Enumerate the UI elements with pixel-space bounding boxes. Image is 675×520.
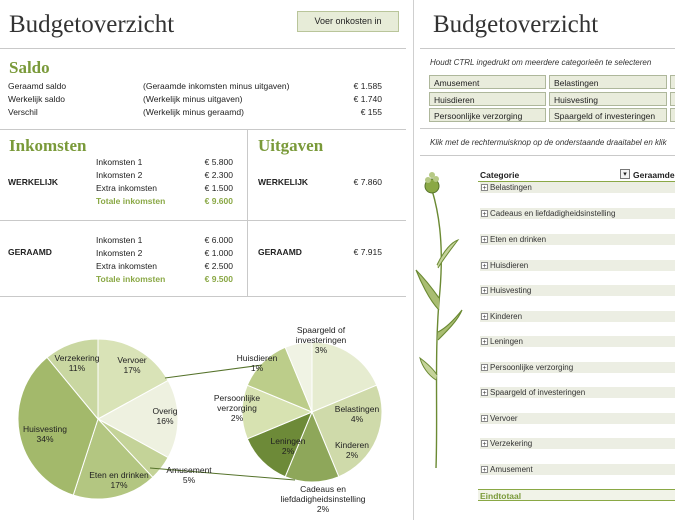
slice-label-cadeaus: Cadeaus en liefdadigheidsinstelling 2%: [280, 484, 366, 514]
estimated-income-label: GERAAMD: [8, 247, 52, 257]
income-row-value: € 2.300: [204, 170, 233, 180]
slicer-item-overflow[interactable]: [670, 75, 675, 89]
pivot-row[interactable]: + Amusement: [480, 464, 675, 475]
expand-icon[interactable]: +: [482, 211, 487, 219]
expand-icon[interactable]: +: [482, 185, 487, 193]
pivot-row[interactable]: + Vervoer: [480, 413, 675, 424]
income-row-label: Extra inkomsten: [96, 183, 157, 193]
pivot-row[interactable]: + Huisvesting: [480, 285, 675, 296]
slicer-item-amusement[interactable]: Amusement: [429, 75, 546, 89]
pivot-row[interactable]: + Spaargeld of investeringen: [480, 387, 675, 398]
pivot-column-category: Categorie: [480, 170, 520, 180]
slice-label-verzorging: Persoonlijke verzorging 2%: [213, 393, 261, 423]
income-row-value: € 1.000: [204, 248, 233, 258]
slice-label-amusement: Amusement 5%: [166, 465, 212, 485]
expand-icon[interactable]: +: [482, 237, 487, 245]
income-heading: Inkomsten: [9, 136, 87, 155]
slice-label-overig: Overig 16%: [152, 406, 178, 426]
saldo-label: Geraamd saldo: [8, 81, 67, 91]
expand-icon[interactable]: +: [482, 365, 487, 373]
slice-label-huisdieren: Huisdieren 1%: [236, 353, 278, 373]
income-row-value: € 5.800: [204, 157, 233, 167]
slice-label-spaargeld: Spaargeld of investeringen 3%: [295, 325, 347, 355]
slice-label-huisvesting: Huisvesting 34%: [23, 424, 67, 444]
divider: [420, 128, 675, 129]
divider: [0, 220, 406, 221]
income-row-label: Inkomsten 1: [96, 235, 143, 245]
expand-icon[interactable]: +: [482, 467, 487, 475]
actual-expenses-label: WERKELIJK: [258, 177, 309, 187]
estimated-expenses-value: € 7.915: [353, 247, 382, 257]
saldo-label: Verschil: [8, 107, 38, 117]
slicer-hint: Houdt CTRL ingedrukt om meerdere categorieën te selecteren: [430, 58, 652, 67]
income-row-label: Extra inkomsten: [96, 261, 157, 271]
divider: [420, 48, 675, 49]
filter-dropdown-icon[interactable]: ▾: [620, 169, 630, 179]
slicer-item-verzorging[interactable]: Persoonlijke verzorging: [429, 108, 546, 122]
saldo-desc: (Werkelijk minus geraamd): [143, 107, 244, 117]
income-total-label: Totale inkomsten: [96, 274, 166, 284]
expand-icon[interactable]: +: [482, 441, 487, 449]
saldo-value: € 155: [360, 107, 382, 117]
slice-label-leningen: Leningen 2%: [270, 436, 306, 456]
income-total-label: Totale inkomsten: [96, 196, 166, 206]
slicer-item-overflow[interactable]: [670, 108, 675, 122]
slice-label-verzekering: Verzekering 11%: [54, 353, 100, 373]
saldo-value: € 1.740: [353, 94, 382, 104]
income-row-label: Inkomsten 2: [96, 170, 143, 180]
divider: [0, 296, 406, 297]
income-row-value: € 1.500: [204, 183, 233, 193]
slicer-item-spaargeld[interactable]: Spaargeld of investeringen: [549, 108, 667, 122]
pivot-row[interactable]: + Leningen: [480, 336, 675, 347]
expand-icon[interactable]: +: [482, 416, 487, 424]
divider: [420, 155, 675, 156]
income-total-value: € 9.600: [204, 196, 233, 206]
expand-icon[interactable]: +: [482, 314, 487, 322]
pivot-row[interactable]: + Huisdieren: [480, 260, 675, 271]
slice-label-belastingen: Belastingen 4%: [334, 404, 380, 424]
income-row-label: Inkomsten 2: [96, 248, 143, 258]
saldo-label: Werkelijk saldo: [8, 94, 66, 104]
pivot-column-estimated: Geraamde: [633, 170, 675, 180]
estimated-expenses-label: GERAAMD: [258, 247, 302, 257]
pivot-row[interactable]: + Persoonlijke verzorging: [480, 362, 675, 373]
pivot-hint: Klik met de rechtermuisknop op de onderstaande draaitabel en klik: [430, 138, 667, 147]
pivot-row[interactable]: + Eten en drinken: [480, 234, 675, 245]
divider: [0, 129, 406, 130]
actual-expenses-value: € 7.860: [353, 177, 382, 187]
income-total-value: € 9.500: [204, 274, 233, 284]
saldo-value: € 1.585: [353, 81, 382, 91]
enter-expenses-button[interactable]: Voer onkosten in: [297, 11, 399, 32]
slicer-item-belastingen[interactable]: Belastingen: [549, 75, 667, 89]
slice-label-vervoer: Vervoer 17%: [117, 355, 147, 375]
divider: [247, 129, 248, 296]
pivot-row[interactable]: + Belastingen: [480, 182, 675, 193]
actual-income-label: WERKELIJK: [8, 177, 59, 187]
plant-illustration: [414, 170, 476, 470]
expand-icon[interactable]: +: [482, 263, 487, 271]
pivot-grand-total: Eindtotaal: [478, 489, 675, 501]
divider: [0, 48, 406, 49]
expand-icon[interactable]: +: [482, 390, 487, 398]
expenses-heading: Uitgaven: [258, 136, 324, 155]
slicer-item-overflow[interactable]: [670, 92, 675, 106]
pivot-row[interactable]: + Verzekering: [480, 438, 675, 449]
pivot-row[interactable]: + Kinderen: [480, 311, 675, 322]
pivot-row[interactable]: + Cadeaus en liefdadigheidsinstelling: [480, 208, 675, 219]
saldo-desc: (Werkelijk minus uitgaven): [143, 94, 243, 104]
income-row-label: Inkomsten 1: [96, 157, 143, 167]
pivot-title: Budgetoverzicht: [433, 11, 599, 38]
slicer-item-huisdieren[interactable]: Huisdieren: [429, 92, 546, 106]
expand-icon[interactable]: +: [482, 339, 487, 347]
slice-label-eten: Eten en drinken 17%: [89, 470, 149, 490]
saldo-desc: (Geraamde inkomsten minus uitgaven): [143, 81, 290, 91]
slicer-item-huisvesting[interactable]: Huisvesting: [549, 92, 667, 106]
page-title: Budgetoverzicht: [9, 11, 175, 38]
slice-label-kinderen: Kinderen 2%: [334, 440, 370, 460]
income-row-value: € 2.500: [204, 261, 233, 271]
income-row-value: € 6.000: [204, 235, 233, 245]
saldo-heading: Saldo: [9, 58, 50, 77]
expand-icon[interactable]: +: [482, 288, 487, 296]
